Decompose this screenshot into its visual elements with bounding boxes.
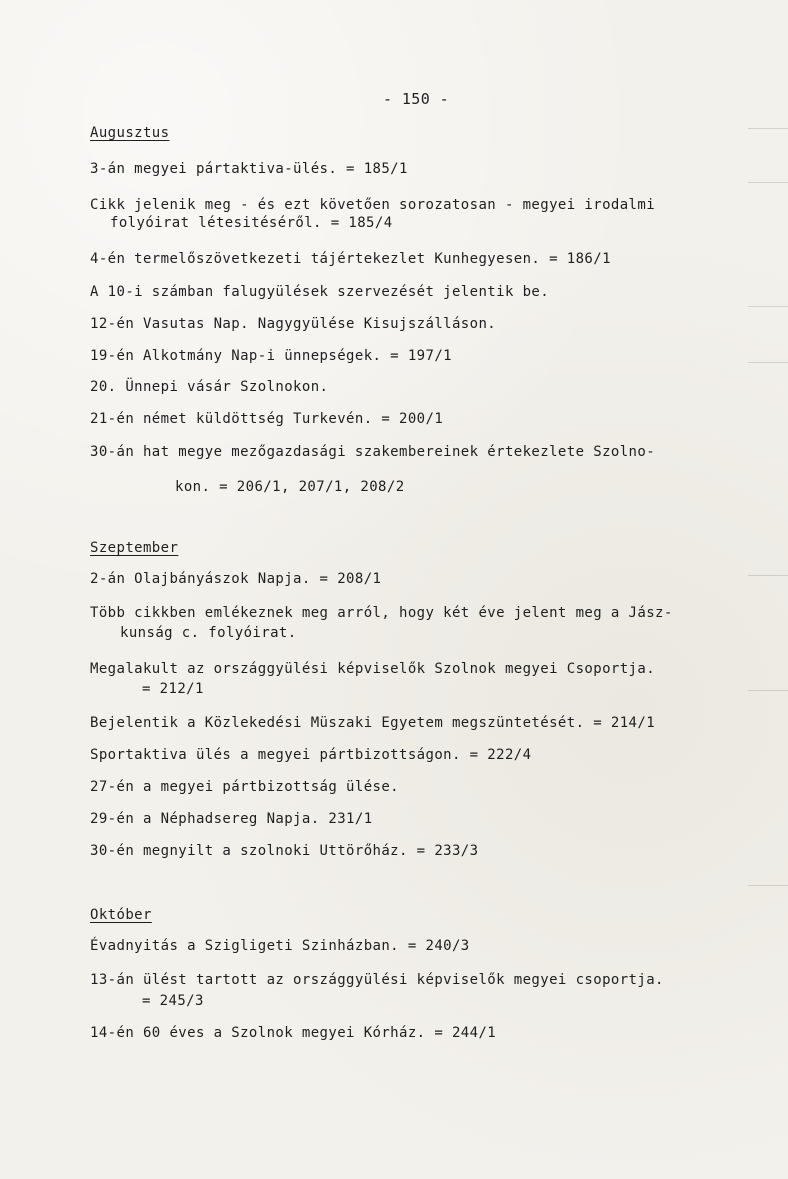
- september-line-10: 30-én megnyilt a szolnoki Uttörőház. = 233/3: [90, 843, 479, 859]
- october-line-4: 14-én 60 éves a Szolnok megyei Kórház. = 244/1: [90, 1025, 497, 1041]
- august-line-10: 30-án hat megye mezőgazdasági szakembereinek értekezlete Szolno-: [90, 444, 656, 460]
- october-line-2: 13-án ülést tartott az országgyülési képviselők megyei csoportja.: [90, 972, 664, 988]
- section-heading-august: Augusztus: [90, 125, 170, 141]
- september-line-5: = 212/1: [142, 681, 204, 697]
- august-line-5: A 10-i számban falugyülések szervezését jelentik be.: [90, 284, 550, 300]
- page-number: - 150 -: [383, 90, 450, 108]
- september-line-8: 27-én a megyei pártbizottság ülése.: [90, 779, 400, 795]
- october-line-3: = 245/3: [142, 993, 204, 1009]
- august-line-9: 21-én német küldöttség Turkevén. = 200/1: [90, 411, 444, 427]
- august-line-2: Cikk jelenik meg - és ezt követően sorozatosan - megyei irodalmi: [90, 197, 656, 213]
- september-line-2: Több cikkben emlékeznek meg arról, hogy két éve jelent meg a Jász-: [90, 605, 673, 621]
- september-line-3: kunság c. folyóirat.: [120, 625, 297, 641]
- september-line-9: 29-én a Néphadsereg Napja. 231/1: [90, 811, 373, 827]
- bleed-through-mark: [748, 128, 788, 129]
- section-heading-september: Szeptember: [90, 540, 179, 556]
- bleed-through-mark: [748, 182, 788, 183]
- section-heading-october: Október: [90, 907, 152, 923]
- september-line-4: Megalakult az országgyülési képviselők Szolnok megyei Csoportja.: [90, 661, 656, 677]
- august-line-3: folyóirat létesitéséről. = 185/4: [110, 215, 393, 231]
- bleed-through-mark: [748, 885, 788, 886]
- bleed-through-mark: [748, 575, 788, 576]
- bleed-through-mark: [748, 690, 788, 691]
- september-line-7: Sportaktiva ülés a megyei pártbizottságon. = 222/4: [90, 747, 532, 763]
- bleed-through-mark: [748, 362, 788, 363]
- october-line-1: Évadnyitás a Szigligeti Szinházban. = 240/3: [90, 938, 470, 954]
- august-line-6: 12-én Vasutas Nap. Nagygyülése Kisujszálláson.: [90, 316, 497, 332]
- august-line-1: 3-án megyei pártaktiva-ülés. = 185/1: [90, 161, 408, 177]
- august-line-4: 4-én termelőszövetkezeti tájértekezlet Kunhegyesen. = 186/1: [90, 251, 611, 267]
- september-line-6: Bejelentik a Közlekedési Müszaki Egyetem megszüntetését. = 214/1: [90, 715, 656, 731]
- august-line-7: 19-én Alkotmány Nap-i ünnepségek. = 197/1: [90, 348, 452, 364]
- august-line-11: kon. = 206/1, 207/1, 208/2: [175, 479, 405, 495]
- bleed-through-mark: [748, 306, 788, 307]
- august-line-8: 20. Ünnepi vásár Szolnokon.: [90, 379, 329, 395]
- september-line-1: 2-án Olajbányászok Napja. = 208/1: [90, 571, 382, 587]
